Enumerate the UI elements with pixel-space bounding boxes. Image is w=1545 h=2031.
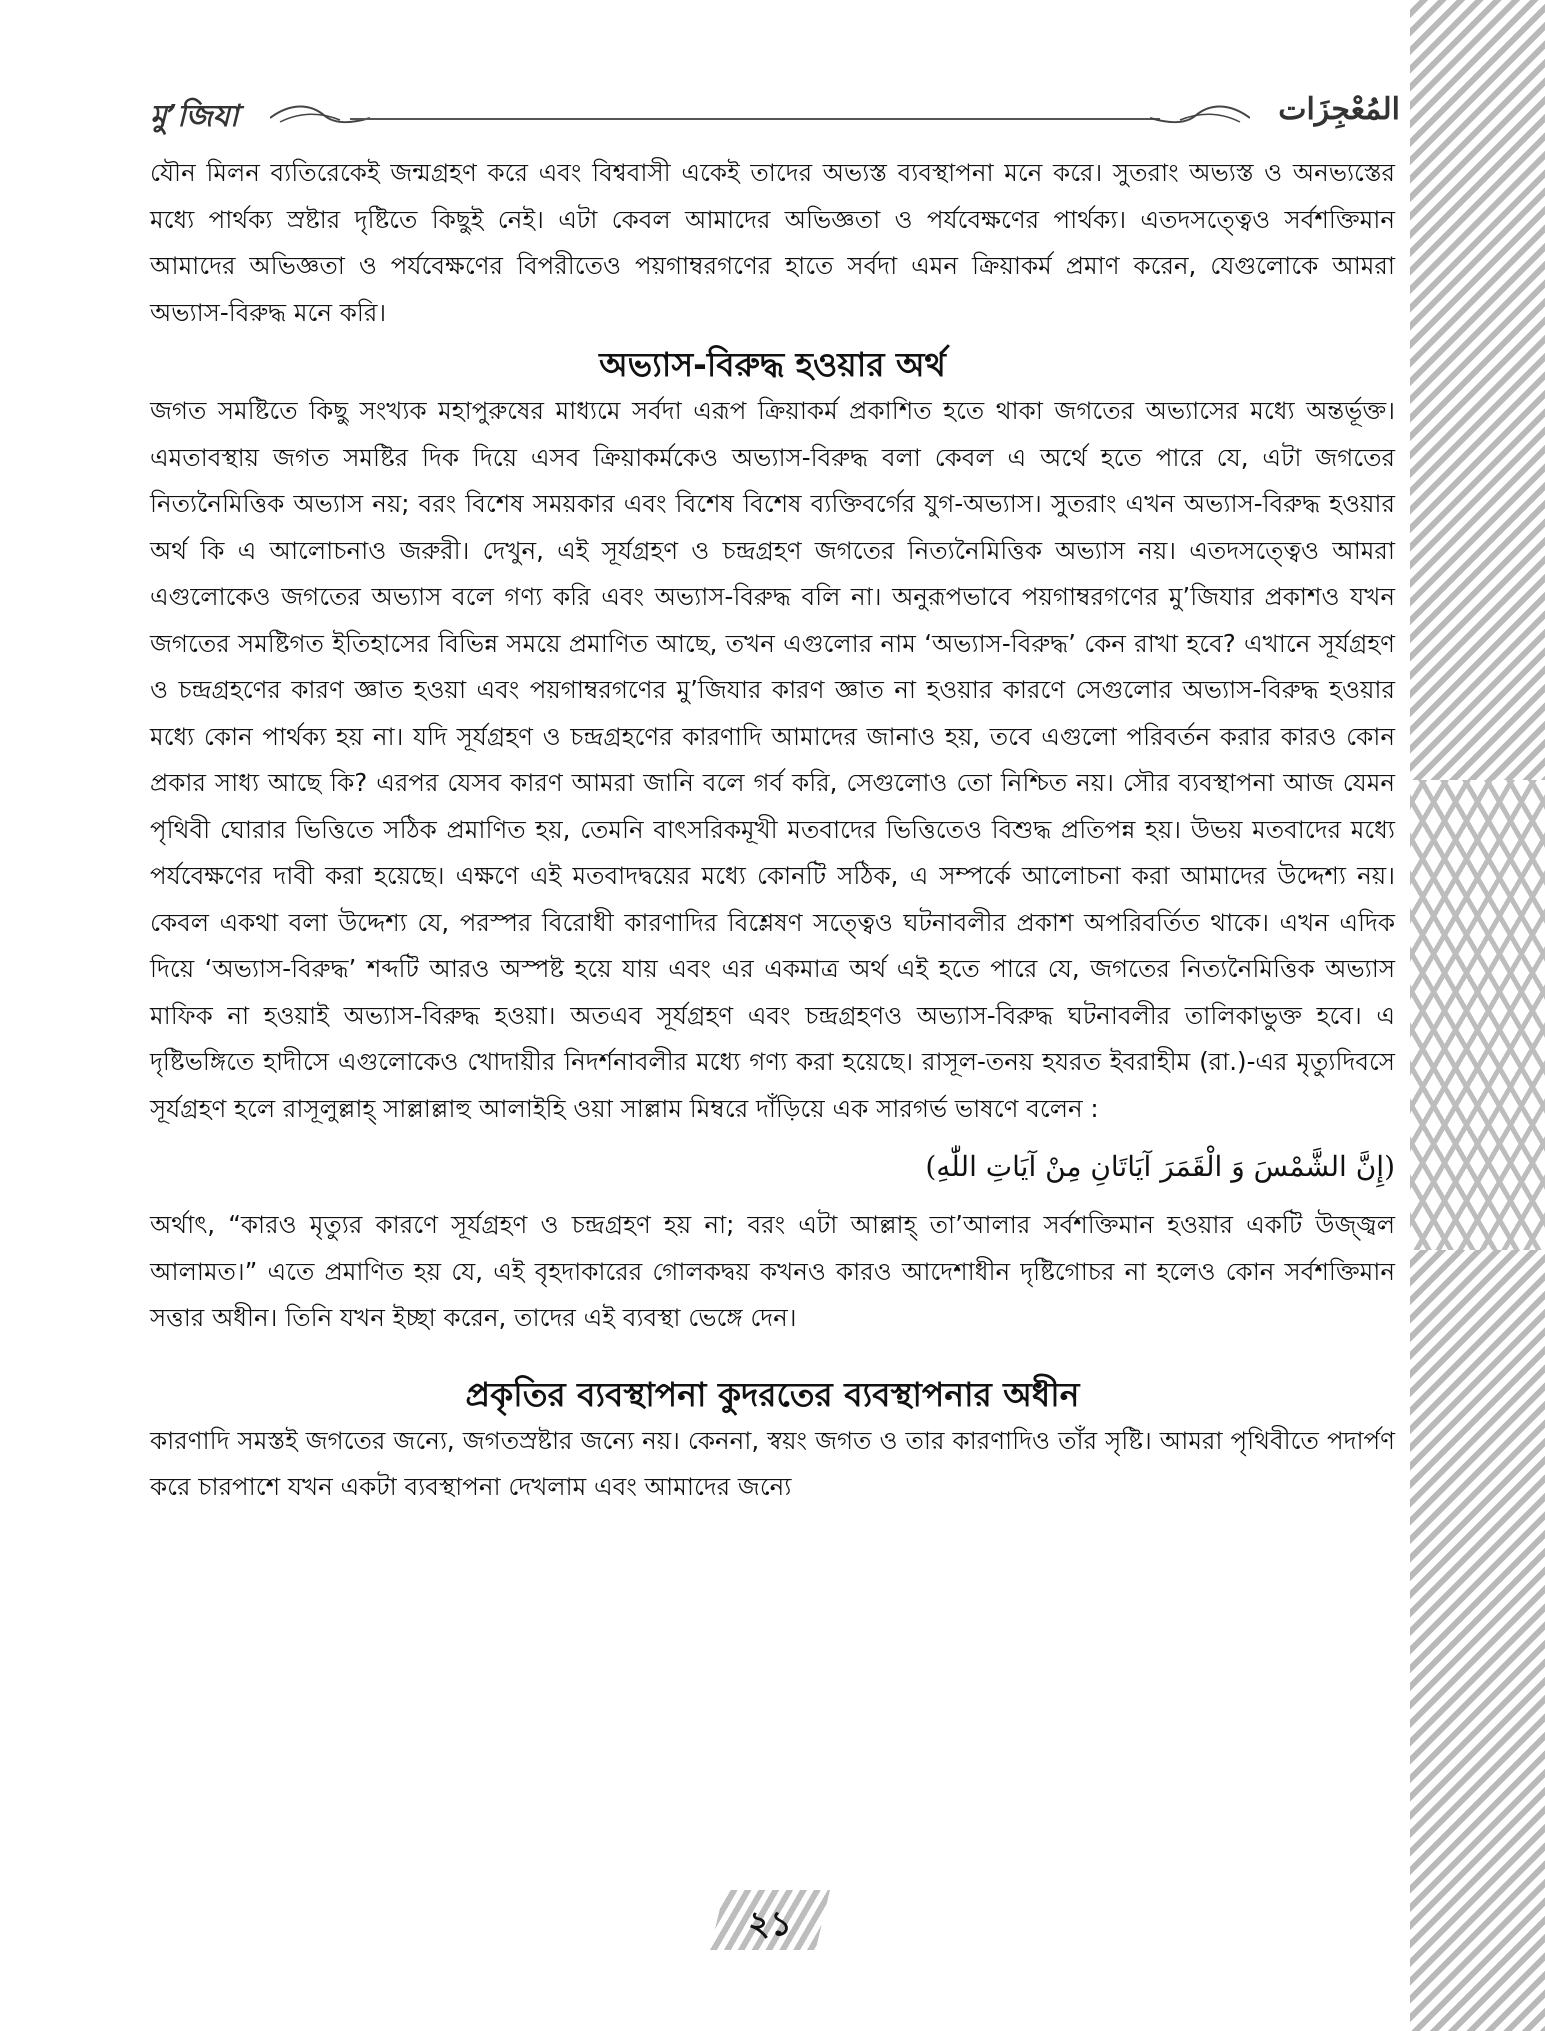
- section-heading-2: প্রকৃতির ব্যবস্থাপনা কুদরতের ব্যবস্থাপনার অধীন: [465, 1374, 1080, 1414]
- page-number-badge: [710, 1890, 830, 1950]
- section-heading-1: অভ্যাস-বিরুদ্ধ হওয়ার অর্থ: [599, 345, 946, 384]
- page-body: [150, 150, 1395, 1511]
- header-rule: [350, 118, 1160, 120]
- arabic-hadith-quote: (إِنَّ الشَّمْسَ وَ الْقَمَرَ آيَاتَانِ مِنْ آيَاتِ اللّٰهِ): [925, 1150, 1395, 1183]
- header-book-title-arabic: المُعْجِزَات: [1278, 92, 1400, 127]
- paragraph-1: যৌন মিলন ব্যতিরেকেই জন্মগ্রহণ করে এবং বিশ্ববাসী একেই তাদের অভ্যস্ত ব্যবস্থাপনা মনে করে। সুতরাং অভ্যস্ত ও অনভ্যস্তের মধ্যে পার্থক্য স্রষ্টার দৃষ্টিতে কিছুই নেই। এটা কেবল আমাদের অভিজ্ঞতা ও পর্যবেক্ষণের পার্থক্য। এতদসত্ত্বেও সর্বশক্তিমান আমাদের অভিজ্ঞতা ও পর্যবেক্ষণের বিপরীতেও পয়গাম্বরগণের হাতে সর্বদা এমন ক্রিয়াকর্ম প্রমাণ করেন, যেগুলোকে আমরা অভ্যাস-বিরুদ্ধ মনে করি।: [150, 158, 1395, 327]
- paragraph-2: জগত সমষ্টিতে কিছু সংখ্যক মহাপুরুষের মাধ্যমে সর্বদা এরূপ ক্রিয়াকর্ম প্রকাশিত হতে থাকা জগতের অভ্যাসের মধ্যে অন্তর্ভূক্ত। এমতাবস্থায় জগত সমষ্টির দিক দিয়ে এসব ক্রিয়াকর্মকেও অভ্যাস-বিরুদ্ধ বলা কেবল এ অর্থে হতে পারে যে, এটা জগতের নিত্যনৈমিত্তিক অভ্যাস নয়; বরং বিশেষ সময়কার এবং বিশেষ বিশেষ ব্যক্তিবর্গের যুগ-অভ্যাস। সুতরাং এখন অভ্যাস-বিরুদ্ধ হওয়ার অর্থ কি এ আলোচনাও জরুরী। দেখুন, এই সূর্যগ্রহণ ও চন্দ্রগ্রহণ জগতের নিত্যনৈমিত্তিক অভ্যাস নয়। এতদসত্ত্বেও আমরা এগুলোকেও জগতের অভ্যাস বলে গণ্য করি এবং অভ্যাস-বিরুদ্ধ বলি না। অনুরূপভাবে পয়গাম্বরগণের মু’জিযার প্রকাশও যখন জগতের সমষ্টিগত ইতিহাসের বিভিন্ন সময়ে প্রমাণিত আছে, তখন এগুলোর নাম ‘অভ্যাস-বিরুদ্ধ’ কেন রাখা হবে? এখানে সূর্যগ্রহণ ও চন্দ্রগ্রহণের কারণ জ্ঞাত হওয়া এবং পয়গাম্বরগণের মু’জিযার কারণ জ্ঞাত না হওয়ার কারণে সেগুলোর অভ্যাস-বিরুদ্ধ হওয়ার মধ্যে কোন পার্থক্য হয় না। যদি সূর্যগ্রহণ ও চন্দ্রগ্রহণের কারণাদি আমাদের জানাও হয়, তবে এগুলো পরিবর্তন করার কারও কোন প্রকার সাধ্য আছে কি? এরপর যেসব কারণ আমরা জানি বলে গর্ব করি, সেগুলোও তো নিশ্চিত নয়। সৌর ব্যবস্থাপনা আজ যেমন পৃথিবী ঘোরার ভিত্তিতে সঠিক প্রমাণিত হয়, তেমনি বাৎসরিকমূখী মতবাদের ভিত্তিতেও বিশুদ্ধ প্রতিপন্ন হয়। উভয় মতবাদের মধ্যে পর্যবেক্ষণের দাবী করা হয়েছে। এক্ষণে এই মতবাদদ্বয়ের মধ্যে কোনটি সঠিক, এ সম্পর্কে আলোচনা করা আমাদের উদ্দেশ্য নয়। কেবল একথা বলা উদ্দেশ্য যে, পরস্পর বিরোধী কারণাদির বিশ্লেষণ সত্ত্বেও ঘটনাবলীর প্রকাশ অপরিবর্তিত থাকে। এখন এদিক দিয়ে ‘অভ্যাস-বিরুদ্ধ’ শব্দটি আরও অস্পষ্ট হয়ে যায় এবং এর একমাত্র অর্থ এই হতে পারে যে, জগতের নিত্যনৈমিত্তিক অভ্যাস মাফিক না হওয়াই অভ্যাস-বিরুদ্ধ হওয়া। অতএব সূর্যগ্রহণ এবং চন্দ্রগ্রহণও অভ্যাস-বিরুদ্ধ ঘটনাবলীর তালিকাভুক্ত হবে। এ দৃষ্টিভঙ্গিতে হাদীসে এগুলোকেও খোদায়ীর নিদর্শনাবলীর মধ্যে গণ্য করা হয়েছে। রাসূল-তনয় হযরত ইবরাহীম (রা.)-এর মৃত্যুদিবসে সূর্যগ্রহণ হলে রাসূলুল্লাহ্‌ সাল্লাল্লাহু আলাইহি ওয়া সাল্লাম মিম্বরে দাঁড়িয়ে এক সারগর্ভ ভাষণে বলেন :: [150, 396, 1396, 1123]
- header-swirl-ornament-left: [270, 98, 370, 128]
- decorative-geometric-pattern: [1410, 780, 1545, 1250]
- header-swirl-ornament-right: [1150, 98, 1250, 128]
- page-header: [150, 92, 1400, 132]
- paragraph-3: অর্থাৎ, “কারও মৃত্যুর কারণে সূর্যগ্রহণ ও চন্দ্রগ্রহণ হয় না; বরং এটা আল্লাহ্‌ তা’আলার সর্বশক্তিমান হওয়ার একটি উজ্জ্বল আলামত।” এতে প্রমাণিত হয় যে, এই বৃহদাকারের গোলকদ্বয় কখনও কারও আদেশাধীন দৃষ্টিগোচর না হলেও কোন সর্বশক্তিমান সত্তার অধীন। তিনি যখন ইচ্ছা করেন, তাদের এই ব্যবস্থা ভেঙ্গে দেন।: [150, 1210, 1395, 1332]
- paragraph-4: কারণাদি সমস্তই জগতের জন্যে, জগতস্রষ্টার জন্যে নয়। কেননা, স্বয়ং জগত ও তার কারণাদিও তাঁর সৃষ্টি। আমরা পৃথিবীতে পদার্পণ করে চারপাশে যখন একটা ব্যবস্থাপনা দেখলাম এবং আমাদের জন্যে: [150, 1425, 1395, 1501]
- header-book-title-bengali: মু’জিযা: [150, 99, 239, 134]
- page-number: ২১: [747, 1904, 793, 1944]
